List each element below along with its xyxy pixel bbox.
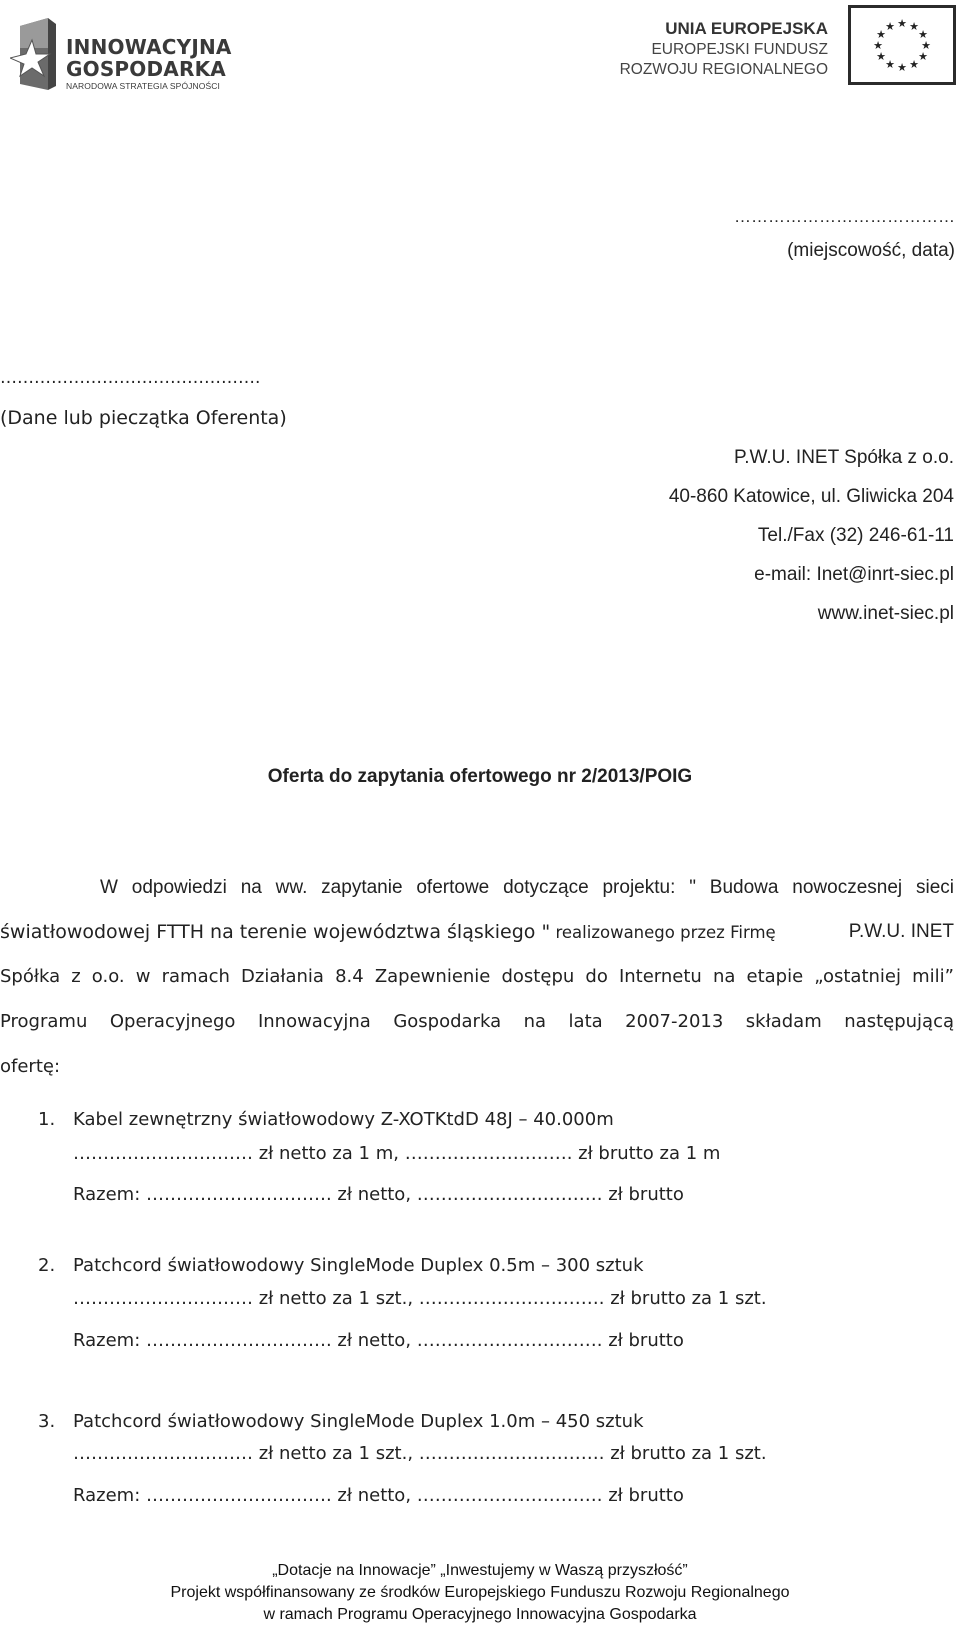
item-1-price-line: ………………………… zł netto za 1 m, ………………………. zł brutto za 1 m	[73, 1143, 721, 1164]
paragraph-line-1: W odpowiedzi na ww. zapytanie ofertowe dotyczące projektu: " Budowa nowoczesnej sieci	[100, 877, 954, 898]
logo-subtitle: NARODOWA STRATEGIA SPÓJNOŚCI	[66, 81, 220, 91]
item-2-number: 2.	[38, 1255, 56, 1276]
place-date-label: (miejscowość, data)	[787, 240, 955, 261]
paragraph-line-2	[0, 921, 954, 944]
document-title: Oferta do zapytania ofertowego nr 2/2013/POIG	[267, 766, 693, 787]
offeror-label: (Dane lub pieczątka Oferenta)	[0, 407, 287, 429]
eu-logo-line1: UNIA EUROPEJSKA	[665, 19, 828, 38]
eu-flag	[848, 5, 956, 85]
item-1-total-line: Razem: …………………………. zł netto, …………………………. zł brutto	[73, 1184, 684, 1205]
paragraph-line-2a: światłowodowej FTTH na terenie województwa śląskiego "	[0, 921, 551, 943]
recipient-phone: Tel./Fax (32) 246-61-11	[757, 525, 954, 546]
paragraph-line-3: Spółka z o.o. w ramach Działania 8.4 Zapewnienie dostępu do Internetu na etapie „ostatniej mili”	[0, 966, 954, 987]
recipient-name: P.W.U. INET Spółka z o.o.	[733, 447, 954, 468]
item-1-name: Kabel zewnętrzny światłowodowy Z-XOTKtdD 48J – 40.000m	[73, 1109, 614, 1130]
svg-text:★: ★	[909, 58, 919, 71]
svg-text:★: ★	[897, 17, 907, 30]
item-2-name: Patchcord światłowodowy SingleMode Duplex 0.5m – 300 sztuk	[73, 1255, 644, 1276]
paragraph-line-2c: P.W.U. INET	[848, 921, 954, 942]
svg-text:★: ★	[885, 20, 895, 33]
svg-text:★: ★	[885, 58, 895, 71]
eu-stars-icon	[851, 8, 953, 82]
item-3-total-line: Razem: …………………………. zł netto, …………………………. zł brutto	[73, 1485, 684, 1506]
logo-line2: GOSPODARKA	[66, 57, 226, 81]
item-1-number: 1.	[38, 1109, 56, 1130]
logo-emblem-icon	[10, 18, 64, 90]
paragraph-line-5: ofertę:	[0, 1056, 61, 1077]
svg-text:★: ★	[876, 50, 886, 63]
recipient-address: 40-860 Katowice, ul. Gliwicka 204	[668, 486, 954, 507]
svg-text:★: ★	[897, 61, 907, 74]
place-date-dots: …………………………………	[734, 207, 955, 226]
eu-logo-line2: EUROPEJSKI FUNDUSZ	[651, 41, 828, 58]
footer-line-2: Projekt współfinansowany ze środków Europejskiego Funduszu Rozwoju Regionalnego	[170, 1584, 790, 1601]
eu-logo-line3: ROZWOJU REGIONALNEGO	[619, 61, 828, 78]
eu-logo	[619, 5, 956, 89]
item-2-total-line: Razem: …………………………. zł netto, …………………………. zł brutto	[73, 1330, 684, 1351]
paragraph-line-4: Programu Operacyjnego Innowacyjna Gospodarka na lata 2007-2013 składam następującą	[0, 1011, 954, 1032]
svg-text:★: ★	[918, 50, 928, 63]
svg-text:★: ★	[909, 20, 919, 33]
innowacyjna-gospodarka-logo	[10, 18, 230, 90]
svg-text:★: ★	[918, 28, 928, 41]
item-3-name: Patchcord światłowodowy SingleMode Duplex 1.0m – 450 sztuk	[73, 1411, 644, 1432]
footer-line-3: w ramach Programu Operacyjnego Innowacyjna Gospodarka	[263, 1606, 697, 1623]
item-3-number: 3.	[38, 1411, 56, 1432]
footer-line-1: „Dotacje na Innowacje” „Inwestujemy w Waszą przyszłość”	[272, 1562, 688, 1579]
item-3-price-line: ………………………… zł netto za 1 szt., …………………………. zł brutto za 1 szt.	[73, 1443, 767, 1464]
svg-text:★: ★	[876, 28, 886, 41]
offeror-dots: ……………………………………….	[0, 368, 261, 388]
item-2-price-line: ………………………… zł netto za 1 szt., …………………………. zł brutto za 1 szt.	[73, 1288, 767, 1309]
recipient-email: e-mail: Inet@inrt-siec.pl	[754, 564, 954, 585]
logo-line1: INNOWACYJNA	[66, 35, 232, 59]
recipient-www: www.inet-siec.pl	[817, 603, 954, 624]
paragraph-line-2b: realizowanego przez Firmę	[555, 923, 776, 942]
svg-text:★: ★	[873, 39, 883, 52]
svg-text:★: ★	[921, 39, 931, 52]
